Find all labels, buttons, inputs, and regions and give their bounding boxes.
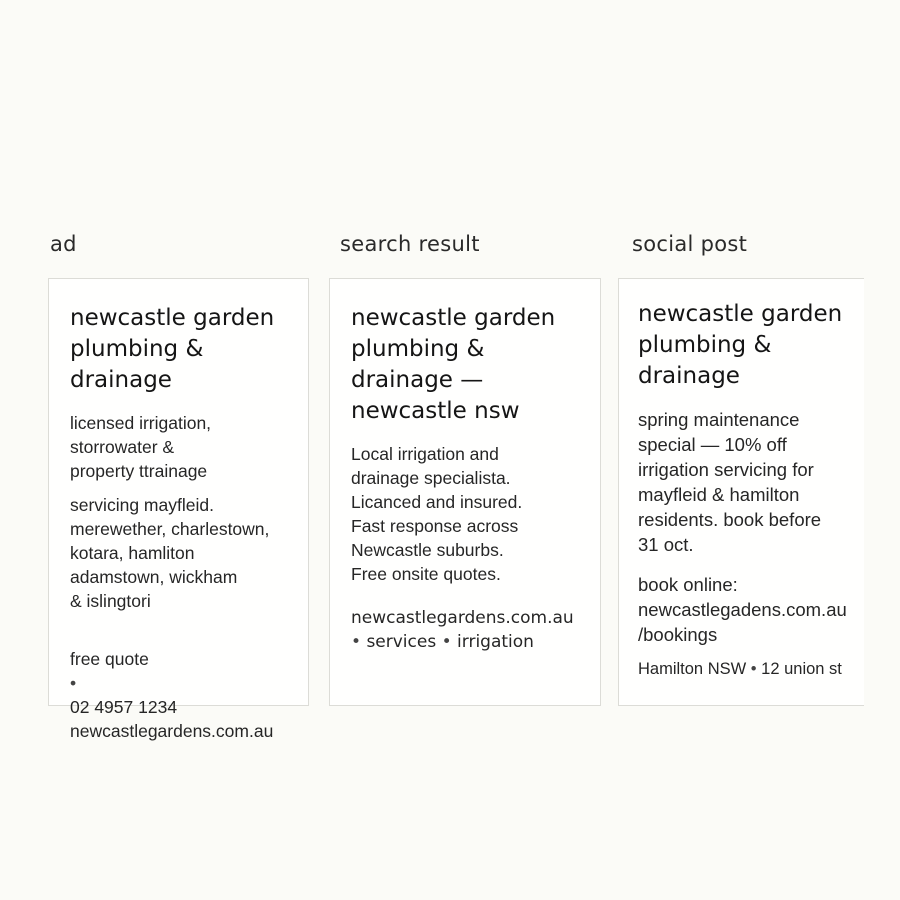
ad-cta-label: free quote xyxy=(70,649,149,669)
column-label-social-post: social post xyxy=(632,232,748,256)
ad-services: licensed irrigation, storrowater & property ttrainage xyxy=(70,413,212,481)
social-location-separator: • xyxy=(750,660,757,678)
column-label-ad: ad xyxy=(50,232,77,256)
search-result-card xyxy=(329,278,601,706)
search-result-description: Local irrigation and drainage specialista. Licanced and insured. Fast response across Newcastle suburbs. Free onsite quotes. xyxy=(351,444,523,584)
ad-website[interactable]: newcastlegardens.com.au xyxy=(70,721,274,741)
column-label-search-result: search result xyxy=(340,232,480,256)
ad-cta-separator: • xyxy=(70,673,77,693)
search-result-breadcrumb xyxy=(351,630,580,654)
social-location-name: Hamilton NSW xyxy=(638,660,747,678)
breadcrumb-irrigation[interactable]: irrigation xyxy=(457,632,534,652)
ad-title: newcastle garden plumbing & drainage xyxy=(70,305,275,393)
ad-phone[interactable]: 02 4957 1234 xyxy=(70,697,178,717)
breadcrumb-separator: • xyxy=(441,632,452,652)
ad-card xyxy=(48,278,309,741)
search-result-title[interactable]: newcastle garden plumbing & drainage — newcastle nsw xyxy=(351,305,556,424)
breadcrumb-separator: • xyxy=(351,632,362,652)
ad-service-areas: servicing mayfleid. merewether, charlestown, kotara, hamliton adamstown, wickham & islingtori xyxy=(70,495,270,611)
breadcrumb-services[interactable]: services xyxy=(366,632,437,652)
social-post-location xyxy=(638,657,844,681)
social-post-card xyxy=(618,278,864,706)
social-post-promo: spring maintenance special — 10% off irrigation servicing for mayfleid & hamilton residents. book before 31 oct. xyxy=(638,409,822,555)
social-post-title: newcastle garden plumbing & drainage xyxy=(638,301,843,389)
ad-call-to-action xyxy=(70,623,288,719)
social-post-booking-url[interactable]: newcastlegadens.com.au /bookings xyxy=(638,599,847,645)
search-result-url[interactable]: newcastlegardens.com.au xyxy=(351,608,574,628)
social-post-book-label: book online: xyxy=(638,574,738,595)
social-address: 12 union st xyxy=(761,660,842,678)
